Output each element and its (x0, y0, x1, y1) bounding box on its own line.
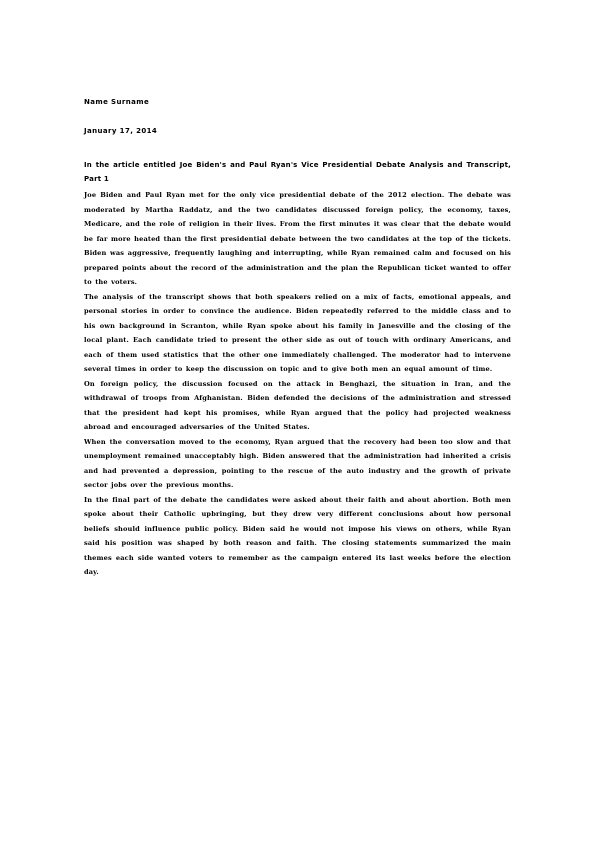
paragraph-4: When the conversation moved to the economy, Ryan argued that the recovery had been too slow and that unemployment remained unacceptably high. Biden answered that the administration had inherited a crisis and had prevented a depression, pointing to the rescue of the auto industry and the growth of private sector jobs over the previous months. (84, 437, 511, 489)
paragraph-5: In the final part of the debate the candidates were asked about their faith and about abortion. Both men spoke about their Catholic upbringing, but they drew very different conclusions about how personal beliefs should influence public policy. Biden said he would not impose his views on others, while Ryan said his position was shaped by both reason and faith. The closing statements summarized the main themes each side wanted voters to remember as the campaign entered its last weeks before the election day. (84, 495, 511, 576)
paragraph-1: Joe Biden and Paul Ryan met for the only vice presidential debate of the 2012 election. The debate was moderated by Martha Raddatz, and the two candidates discussed foreign policy, the economy, taxes, Medicare, and the role of religion in their lives. From the first minutes it was clear that the debate would be far more heated than the first presidential debate between the two candidates at the top of the tickets. Biden was aggressive, frequently laughing and interrupting, while Ryan remained calm and focused on his prepared points about the record of the administration and the plan the Republican ticket wanted to offer to the voters. (84, 191, 511, 286)
essay-title: In the article entitled Joe Biden's and Paul Ryan's Vice Presidential Debate Analysis and Transcript, Part 1 (84, 161, 511, 183)
paragraph-3: On foreign policy, the discussion focused on the attack in Benghazi, the situation in Iran, and the withdrawal of troops from Afghanistan. Biden defended the decisions of the administration and stressed that the president had kept his promises, while Ryan argued that the policy had projected weakness abroad and encouraged adversaries of the United States. (84, 379, 511, 431)
document-date: January 17, 2014 (84, 127, 158, 135)
paragraph-2: The analysis of the transcript shows that both speakers relied on a mix of facts, emotional appeals, and personal stories in order to convince the audience. Biden repeatedly referred to the middle class and to his own background in Scranton, while Ryan spoke about his family in Janesville and the closing of the local plant. Each candidate tried to present the other side as out of touch with ordinary Americans, and each of them used statistics that the other one immediately challenged. The moderator had to intervene several times in order to keep the discussion on topic and to give both men an equal amount of time. (84, 292, 511, 373)
author-name: Name Surname (84, 98, 150, 106)
